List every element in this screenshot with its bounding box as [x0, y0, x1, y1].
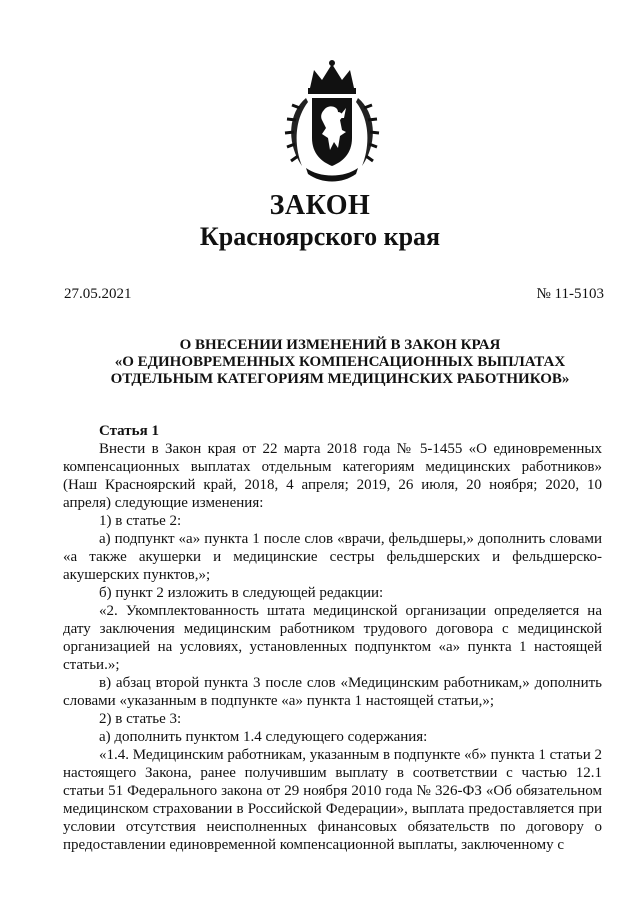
document-body	[63, 422, 602, 854]
document-number: № 11-5103	[536, 286, 604, 302]
paragraph: а) подпункт «а» пункта 1 после слов «врачи, фельдшеры,» дополнить словами «а также акушерки и медицинские сестры фельдшерских и фельдшерско-акушерских пунктов,»;	[63, 531, 602, 583]
paragraph: «1.4. Медицинским работникам, указанным в подпункте «б» пункта 1 статьи 2 настоящего Закона, ранее получившим выплату в соответствии с частью 12.1 статьи 51 Федерального закона от 29 ноября 2010 года № 326-ФЗ «Об обязательном медицинском страховании в Российской Федерации», выплата предоставляется при условии отсутствия неисполненных финансовых обязательств по договору о предоставлении единовременной компенсационной выплаты, заключенному с	[63, 747, 602, 853]
document-title: ЗАКОН	[269, 190, 371, 221]
law-heading	[80, 337, 600, 388]
document-date: 27.05.2021	[64, 286, 132, 302]
paragraph: 1) в статье 2:	[99, 513, 182, 529]
paragraph: в) абзац второй пункта 3 после слов «Медицинским работникам,» дополнить словами «указанным в подпункте «а» пункта 1 настоящей статьи,»;	[63, 675, 602, 709]
law-heading-line-1: О ВНЕСЕНИИ ИЗМЕНЕНИЙ В ЗАКОН КРАЯ	[179, 337, 501, 353]
law-heading-line-2: «О ЕДИНОВРЕМЕННЫХ КОМПЕНСАЦИОННЫХ ВЫПЛАТАХ	[114, 354, 566, 370]
paragraph: «2. Укомплектованность штата медицинской организации определяется на дату заключения медицинским работником трудового договора с медицинской организацией на условиях, установленных подпунктом «а» пункта 1 настоящей статьи.»;	[63, 603, 602, 673]
paragraph: б) пункт 2 изложить в следующей редакции:	[99, 585, 384, 601]
law-heading-line-3: ОТДЕЛЬНЫМ КАТЕГОРИЯМ МЕДИЦИНСКИХ РАБОТНИКОВ»	[110, 371, 570, 387]
article-title: Статья 1	[99, 423, 159, 439]
paragraph: а) дополнить пунктом 1.4 следующего содержания:	[99, 729, 428, 745]
paragraph: 2) в статье 3:	[99, 711, 182, 727]
document-subtitle: Красноярского края	[199, 222, 441, 251]
krasnoyarsk-coat-of-arms-emblem	[280, 58, 384, 188]
paragraph: Внести в Закон края от 22 марта 2018 года № 5-1455 «О единовременных компенсационных выплатах отдельным категориям медицинских работников» (Наш Красноярский край, 2018, 4 апреля; 2019, 26 июля, 20 ноября; 2020, 10 апреля) следующие изменения:	[63, 441, 602, 511]
